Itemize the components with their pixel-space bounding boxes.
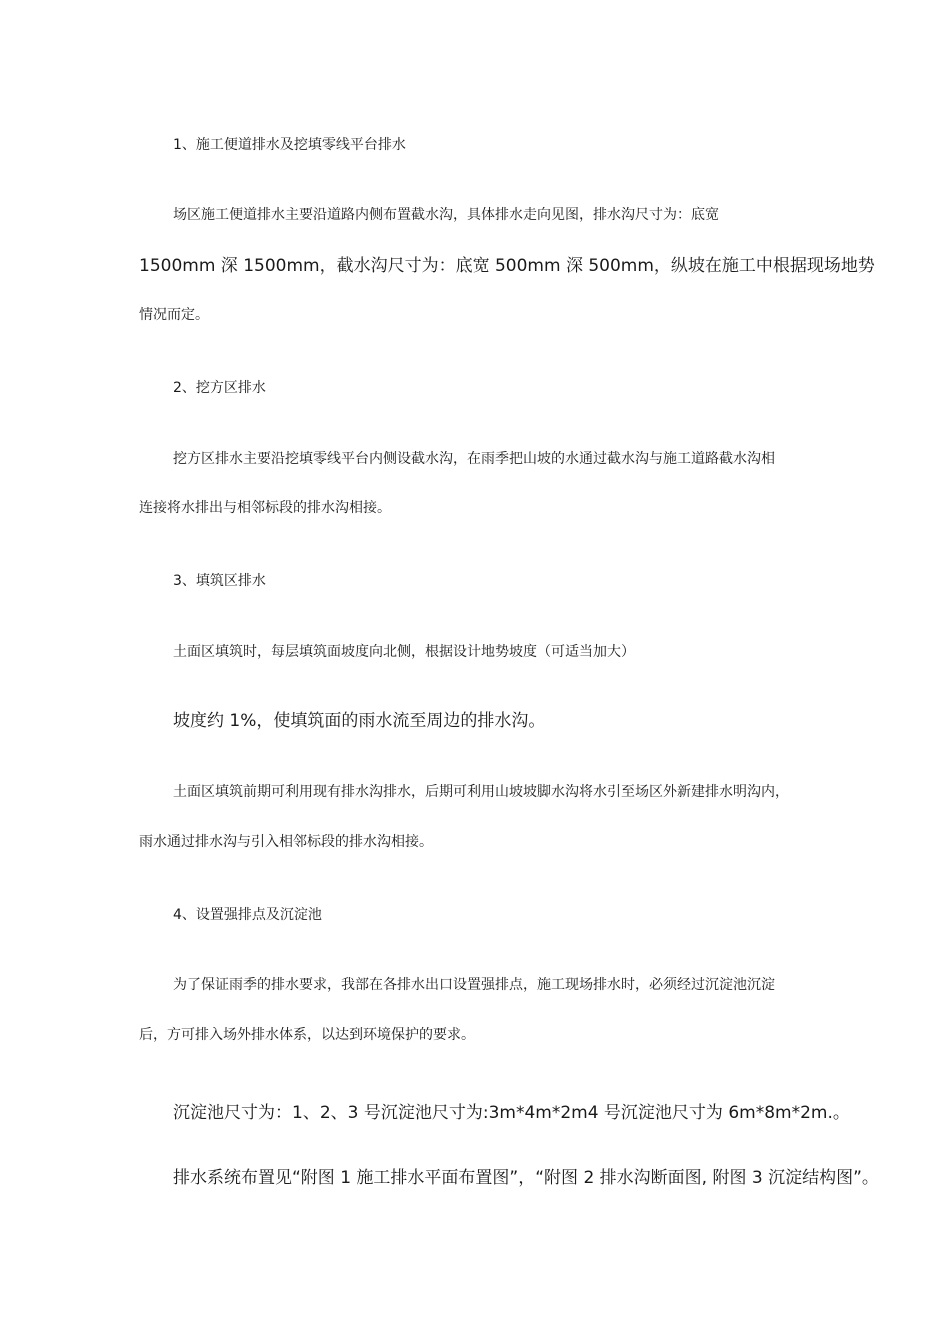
- section-1-paragraph-line-2: 1500mm 深 1500mm，截水沟尺寸为：底宽 500mm 深 500mm，纵坡在施工中根据现场地势: [139, 256, 875, 276]
- section-3-paragraph-2: 坡度约 1%，使填筑面的雨水流至周边的排水沟。: [173, 711, 546, 731]
- section-2-paragraph-line-2: 连接将水排出与相邻标段的排水沟相接。: [139, 500, 391, 516]
- section-4-paragraph-2: 沉淀池尺寸为：1、2、3 号沉淀池尺寸为:3m*4m*2m4 号沉淀池尺寸为 6m*8m*2m.。: [173, 1103, 850, 1123]
- section-2-heading: 2、挖方区排水: [173, 380, 266, 396]
- section-1-heading: 1、施工便道排水及挖填零线平台排水: [173, 137, 406, 153]
- section-1-paragraph-line-1: 场区施工便道排水主要沿道路内侧布置截水沟，具体排水走向见图，排水沟尺寸为：底宽: [173, 207, 719, 223]
- section-3-paragraph-1: 土面区填筑时，每层填筑面坡度向北侧，根据设计地势坡度（可适当加大）: [173, 644, 635, 660]
- section-3-paragraph-3-line-2: 雨水通过排水沟与引入相邻标段的排水沟相接。: [139, 834, 433, 850]
- section-4-paragraph-1-line-2: 后，方可排入场外排水体系，以达到环境保护的要求。: [139, 1027, 475, 1043]
- section-4-paragraph-3: 排水系统布置见“附图 1 施工排水平面布置图”，“附图 2 排水沟断面图, 附图 3 沉淀结构图”。: [173, 1168, 879, 1188]
- section-4-paragraph-1-line-1: 为了保证雨季的排水要求，我部在各排水出口设置强排点，施工现场排水时，必须经过沉淀池沉淀: [173, 977, 775, 993]
- section-3-heading: 3、填筑区排水: [173, 573, 266, 589]
- section-4-heading: 4、设置强排点及沉淀池: [173, 907, 322, 923]
- section-2-paragraph-line-1: 挖方区排水主要沿挖填零线平台内侧设截水沟，在雨季把山坡的水通过截水沟与施工道路截水沟相: [173, 451, 775, 467]
- section-3-paragraph-3-line-1: 土面区填筑前期可利用现有排水沟排水，后期可利用山坡坡脚水沟将水引至场区外新建排水明沟内，: [173, 784, 789, 800]
- section-1-paragraph-line-3: 情况而定。: [139, 307, 209, 323]
